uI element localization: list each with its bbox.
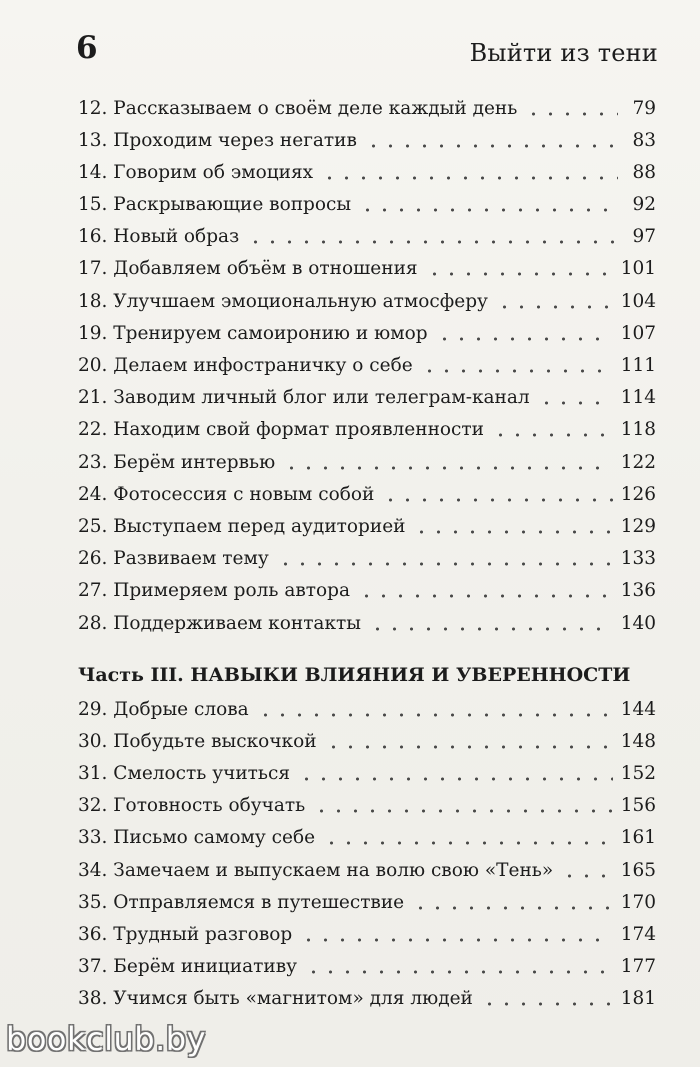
toc-entry — [78, 288, 656, 320]
toc-entry-page: 165 — [620, 859, 656, 881]
toc-entry-title: 30. Побудьте выскочкой — [78, 730, 317, 752]
toc-entry-title: 20. Делаем инфостраничку о себе — [78, 355, 413, 376]
dot-leader — [305, 957, 613, 976]
toc-entry — [78, 825, 656, 857]
dot-leader — [382, 484, 612, 503]
dot-leader — [365, 130, 618, 149]
toc-entry-title: 22. Находим свой формат проявленности — [78, 419, 484, 441]
toc-entry — [78, 127, 656, 159]
toc-entry-page: 156 — [620, 795, 656, 817]
dot-leader — [369, 613, 613, 632]
toc-entry-page: 136 — [620, 580, 656, 602]
toc-entry-title: 23. Берём интервью — [78, 451, 276, 473]
toc-entry — [78, 610, 656, 642]
toc-entry-title: 34. Замечаем и выпускаем на волю свою «Тень» — [78, 859, 554, 881]
toc-entry — [78, 954, 656, 986]
part-heading: Часть III. НАВЫКИ ВЛИЯНИЯ И УВЕРЕННОСТИ — [78, 664, 631, 687]
toc-entry — [78, 385, 656, 417]
toc-entry-page: 174 — [620, 924, 656, 945]
toc-entry-title: 31. Смелость учиться — [78, 763, 291, 785]
dot-leader — [277, 549, 613, 568]
toc-entry-title: 29. Добрые слова — [78, 698, 249, 720]
toc-entry-title: 38. Учимся быть «магнитом» для людей — [78, 988, 473, 1010]
toc-entry-page: 177 — [620, 956, 656, 978]
toc-entry — [78, 793, 656, 825]
toc-entry-page: 148 — [620, 730, 656, 752]
toc-entry-title: 15. Раскрывающие вопросы — [78, 194, 352, 216]
toc-entry-title: 13. Проходим через негатив — [78, 129, 357, 151]
toc-entry-page: 152 — [620, 763, 656, 785]
toc-entry-title: 25. Выступаем перед аудиторией — [78, 515, 406, 537]
toc-entry — [78, 986, 656, 1018]
toc-entry-title: 18. Улучшаем эмоциональную атмосферу — [78, 290, 488, 312]
toc-entry — [78, 192, 656, 224]
toc-entry — [78, 857, 656, 889]
toc-entry — [78, 696, 656, 728]
toc-entry-title: 24. Фотосессия с новым собой — [78, 483, 375, 505]
toc-entry — [78, 578, 656, 610]
dot-leader — [300, 925, 612, 944]
toc-entry-page: 126 — [620, 483, 656, 505]
toc-entry-title: 27. Примеряем роль автора — [78, 580, 351, 602]
dot-leader — [325, 731, 613, 750]
dot-leader — [481, 989, 613, 1008]
toc-entry-page: 97 — [632, 226, 656, 248]
toc-entry-page: 133 — [620, 548, 656, 570]
toc-entry-title: 33. Письмо самому себе — [78, 827, 316, 849]
toc-entry — [78, 353, 656, 385]
toc-entry-page: 161 — [620, 827, 656, 849]
toc-entry-title: 32. Готовность обучать — [78, 795, 306, 817]
toc-entry — [78, 95, 656, 127]
dot-leader — [492, 420, 613, 439]
toc-entry-page: 122 — [620, 451, 656, 473]
toc-entry-page: 79 — [632, 97, 656, 119]
dot-leader — [413, 516, 612, 535]
toc-entry-title: 17. Добавляем объём в отношения — [78, 258, 418, 280]
toc-entry — [78, 922, 656, 954]
dot-leader — [298, 764, 613, 783]
dot-leader — [247, 227, 618, 246]
dot-leader — [359, 195, 618, 214]
toc-entry — [78, 159, 656, 191]
toc-entry-page: 144 — [620, 698, 656, 720]
toc-section-part-three — [78, 696, 656, 1018]
toc-entry-page: 181 — [620, 988, 656, 1010]
dot-leader — [257, 699, 613, 718]
page-number: 6 — [76, 30, 98, 66]
toc-entry-page: 111 — [620, 355, 656, 376]
table-of-contents — [78, 95, 656, 1018]
running-title: Выйти из тени — [469, 39, 658, 67]
toc-entry — [78, 481, 656, 513]
toc-entry-title: 36. Трудный разговор — [78, 924, 293, 945]
toc-entry-title: 37. Берём инициативу — [78, 956, 298, 978]
toc-entry-title: 14. Говорим об эмоциях — [78, 161, 314, 183]
dot-leader — [323, 828, 613, 847]
toc-entry-title: 28. Поддерживаем контакты — [78, 612, 361, 634]
toc-entry-page: 83 — [632, 129, 656, 151]
dot-leader — [421, 356, 613, 375]
toc-entry-title: 12. Рассказываем о своём деле каждый день — [78, 97, 518, 119]
toc-section-part-two — [78, 95, 656, 642]
toc-entry — [78, 224, 656, 256]
dot-leader — [426, 259, 613, 278]
toc-entry-page: 88 — [632, 161, 656, 183]
dot-leader — [321, 162, 618, 181]
dot-leader — [358, 581, 613, 600]
dot-leader — [561, 860, 613, 879]
dot-leader — [436, 323, 613, 342]
dot-leader — [283, 452, 613, 471]
toc-entry — [78, 320, 656, 352]
toc-entry-title: 26. Развиваем тему — [78, 548, 269, 570]
toc-entry-page: 101 — [620, 258, 656, 280]
toc-entry-title: 16. Новый образ — [78, 226, 240, 248]
toc-entry-page: 114 — [620, 387, 656, 409]
toc-entry — [78, 889, 656, 921]
toc-entry-page: 140 — [620, 612, 656, 634]
toc-entry-page: 92 — [632, 194, 656, 216]
dot-leader — [313, 796, 612, 815]
dot-leader — [496, 291, 613, 310]
toc-entry-page: 129 — [620, 515, 656, 537]
toc-entry — [78, 417, 656, 449]
toc-entry-page: 107 — [620, 322, 656, 344]
dot-leader — [412, 892, 613, 911]
toc-entry-page: 118 — [620, 419, 656, 441]
toc-entry-title: 35. Отправляемся в путешествие — [78, 891, 405, 913]
toc-entry-page: 170 — [620, 891, 656, 913]
toc-entry-title: 19. Тренируем самоиронию и юмор — [78, 322, 428, 344]
toc-entry — [78, 728, 656, 760]
toc-entry — [78, 761, 656, 793]
dot-leader — [525, 98, 618, 117]
toc-entry — [78, 546, 656, 578]
toc-entry-title: 21. Заводим личный блог или телеграм-канал — [78, 387, 530, 409]
dot-leader — [538, 388, 613, 407]
toc-entry-page: 104 — [620, 290, 656, 312]
toc-entry — [78, 449, 656, 481]
watermark-logo: bookclub.by — [6, 1020, 206, 1058]
toc-entry — [78, 256, 656, 288]
toc-entry — [78, 513, 656, 545]
